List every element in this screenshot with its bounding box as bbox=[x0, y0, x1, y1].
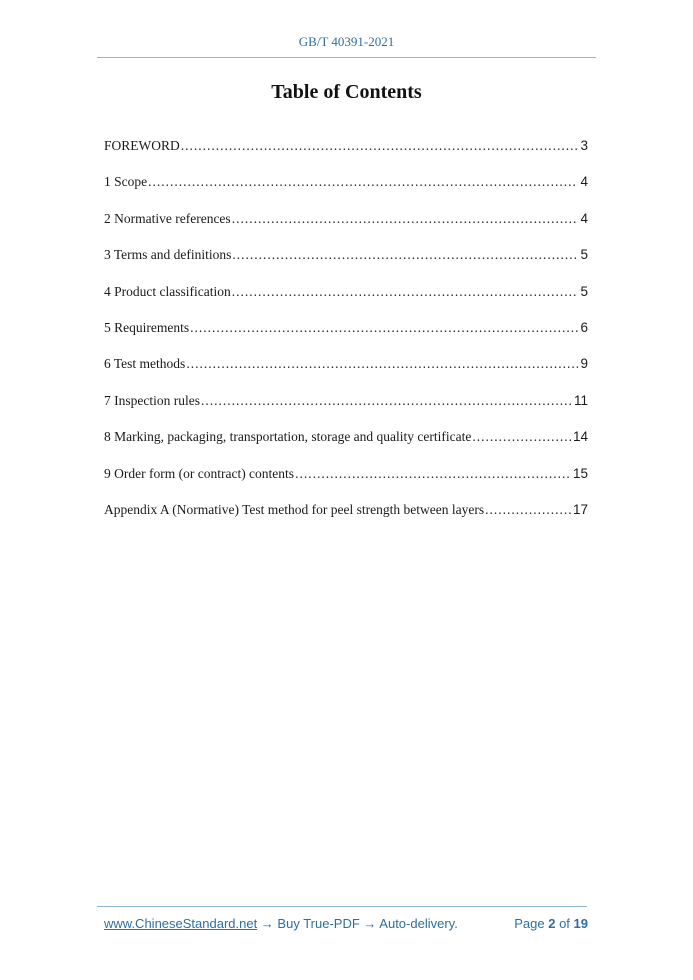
website-link[interactable]: www.ChineseStandard.net bbox=[104, 916, 258, 931]
toc-entry-label: 6 Test methods bbox=[104, 356, 186, 372]
toc-leader-dots bbox=[472, 429, 571, 445]
toc-entry-label: 3 Terms and definitions bbox=[104, 247, 232, 263]
toc-entry-label: 7 Inspection rules bbox=[104, 392, 200, 408]
toc-entry-requirements[interactable] bbox=[104, 320, 588, 356]
toc-leader-dots bbox=[201, 393, 572, 409]
toc-entry-page: 9 bbox=[580, 356, 588, 372]
toc-leader-dots bbox=[186, 356, 578, 372]
toc-entry-foreword[interactable] bbox=[104, 138, 588, 174]
toc-leader-dots bbox=[232, 284, 579, 300]
toc-entry-label: Appendix A (Normative) Test method for peel strength between layers bbox=[104, 501, 485, 517]
toc-entry-label: 9 Order form (or contract) contents bbox=[104, 465, 295, 481]
running-header: GB/T 40391-2021 bbox=[298, 34, 395, 49]
toc-leader-dots bbox=[181, 138, 579, 154]
page-footer bbox=[104, 916, 588, 931]
toc-entry-label: 8 Marking, packaging, transportation, storage and quality certificate bbox=[104, 429, 472, 445]
toc-entry-terms-definitions[interactable] bbox=[104, 247, 588, 283]
toc-entry-scope[interactable] bbox=[104, 174, 588, 210]
toc-entry-page: 3 bbox=[580, 138, 588, 153]
toc-entry-test-methods[interactable] bbox=[104, 356, 588, 392]
toc-entry-order-form[interactable] bbox=[104, 466, 588, 502]
footer-divider bbox=[97, 906, 587, 907]
page-indicator bbox=[514, 916, 588, 931]
toc-entry-inspection-rules[interactable] bbox=[104, 393, 588, 429]
toc-entry-page: 4 bbox=[580, 174, 588, 190]
toc-leader-dots bbox=[232, 211, 579, 227]
toc-entry-label: 2 Normative references bbox=[104, 210, 231, 226]
toc-leader-dots bbox=[190, 320, 578, 336]
toc-leader-dots bbox=[232, 247, 578, 263]
page-word: Page bbox=[514, 916, 545, 931]
toc-entry-appendix-a[interactable] bbox=[104, 502, 588, 538]
toc-entry-page: 5 bbox=[580, 247, 588, 263]
table-of-contents bbox=[104, 138, 588, 538]
total-page-count: 19 bbox=[573, 916, 588, 931]
header-divider bbox=[97, 57, 596, 58]
toc-entry-page: 15 bbox=[572, 465, 588, 481]
toc-entry-page: 17 bbox=[572, 501, 588, 517]
toc-entry-label: 4 Product classification bbox=[104, 283, 231, 299]
footer-tagline: → Buy True-PDF → Auto-delivery. bbox=[257, 916, 458, 931]
toc-entry-label: FOREWORD bbox=[104, 138, 180, 153]
toc-entry-product-classification[interactable] bbox=[104, 284, 588, 320]
toc-entry-page: 11 bbox=[573, 392, 588, 408]
page-title: Table of Contents bbox=[271, 81, 422, 103]
toc-entry-label: 5 Requirements bbox=[104, 319, 190, 335]
toc-entry-page: 4 bbox=[580, 210, 588, 226]
current-page-number: 2 bbox=[548, 916, 556, 931]
toc-entry-page: 5 bbox=[580, 283, 588, 299]
toc-entry-page: 6 bbox=[580, 319, 588, 335]
toc-leader-dots bbox=[148, 174, 578, 190]
footer-promo bbox=[104, 916, 458, 931]
toc-leader-dots bbox=[485, 502, 571, 518]
toc-leader-dots bbox=[295, 466, 571, 482]
toc-entry-label: 1 Scope bbox=[104, 174, 148, 190]
toc-entry-marking-packaging[interactable] bbox=[104, 429, 588, 465]
of-word: of bbox=[559, 916, 570, 931]
toc-entry-page: 14 bbox=[572, 429, 588, 445]
toc-entry-normative-references[interactable] bbox=[104, 211, 588, 247]
